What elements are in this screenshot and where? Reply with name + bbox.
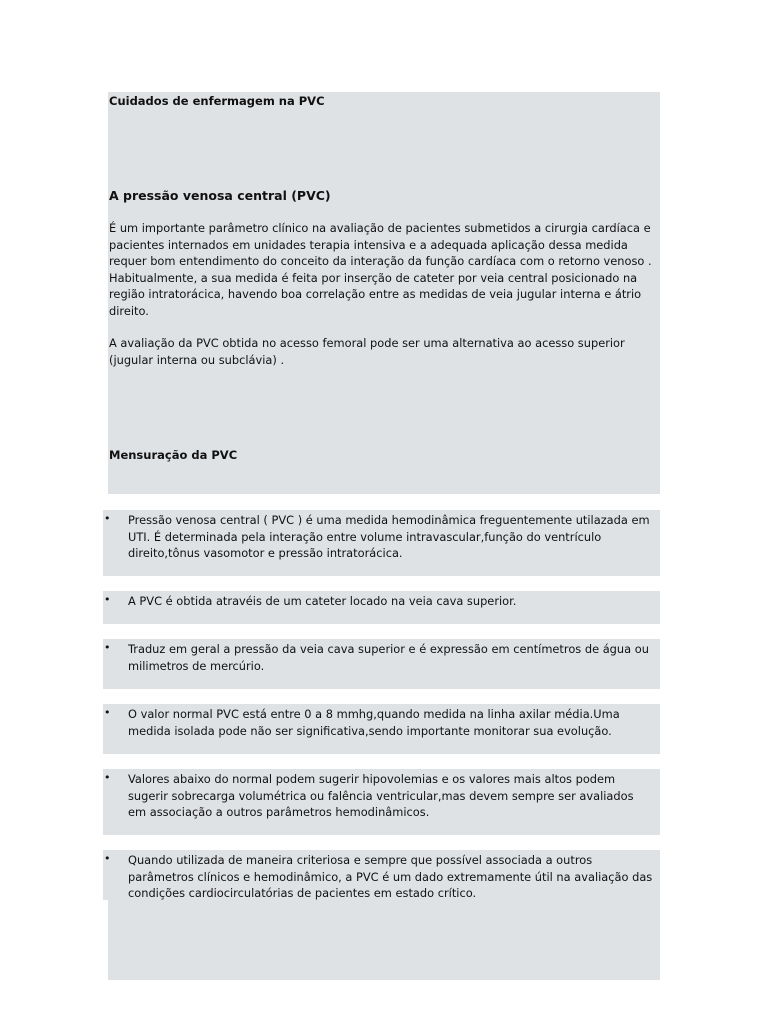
document-title: Cuidados de enfermagem na PVC xyxy=(109,94,325,108)
bullet-icon: • xyxy=(104,641,111,654)
bullet-icon: • xyxy=(104,706,111,719)
list-item-text: A PVC é obtida atravéis de um cateter locado na veia cava superior. xyxy=(128,594,517,608)
section-subtitle: A pressão venosa central (PVC) xyxy=(109,188,331,203)
list-item xyxy=(103,769,660,835)
list-item xyxy=(103,704,660,754)
list-item-text: Pressão venosa central ( PVC ) é uma medida hemodinâmica freguentemente utilazada em UTI. É determinada pela interação entre volume intravascular,função do ventrículo direito,tônus vasomotor e pressão intratorácica. xyxy=(128,513,650,560)
bullet-icon: • xyxy=(104,593,111,606)
list-item-text: Traduz em geral a pressão da veia cava superior e é expressão em centímetros de água ou milimetros de mercúrio. xyxy=(128,642,649,673)
list-item xyxy=(103,850,660,980)
list-item-text: O valor normal PVC está entre 0 a 8 mmhg,quando medida na linha axilar média.Uma medida isolada pode não ser significativa,sendo importante monitorar sua evolução. xyxy=(128,707,620,738)
list-item xyxy=(103,510,660,576)
bullet-icon: • xyxy=(104,852,111,865)
intro-block xyxy=(108,92,660,494)
bullet-icon: • xyxy=(104,771,111,784)
section-heading: Mensuração da PVC xyxy=(109,448,238,462)
list-item xyxy=(103,639,660,689)
list-item-text: Quando utilizada de maneira criteriosa e sempre que possível associada a outros parâmetros clínicos e hemodinâmico, a PVC é um dado extremamente útil na avaliação das condições cardiocirculatórias de pacientes em estado crítico. xyxy=(128,853,653,900)
paragraph-pvc-definition: É um importante parâmetro clínico na avaliação de pacientes submetidos a cirurgia cardíaca e pacientes internados em unidades terapia intensiva e a adequada aplicação dessa medida requer bom entendimento do conceito da interação da função cardíaca com o retorno venoso . Habitualmente, a sua medida é feita por inserção de cateter por veia central posicionado na região intratorácica, havendo boa correlação entre as medidas de veia jugular interna e átrio direito. xyxy=(109,221,652,318)
list-item-text: Valores abaixo do normal podem sugerir hipovolemias e os valores mais altos podem sugerir sobrecarga volumétrica ou falência ventricular,mas devem sempre ser avaliados em associação a outros parâmetros hemodinâmicos. xyxy=(128,772,634,819)
list-item xyxy=(103,591,660,624)
paragraph-femoral-access: A avaliação da PVC obtida no acesso femoral pode ser uma alternativa ao acesso superior (jugular interna ou subclávia) . xyxy=(109,336,625,367)
bullet-icon: • xyxy=(104,512,111,525)
margin-cover xyxy=(103,900,108,980)
